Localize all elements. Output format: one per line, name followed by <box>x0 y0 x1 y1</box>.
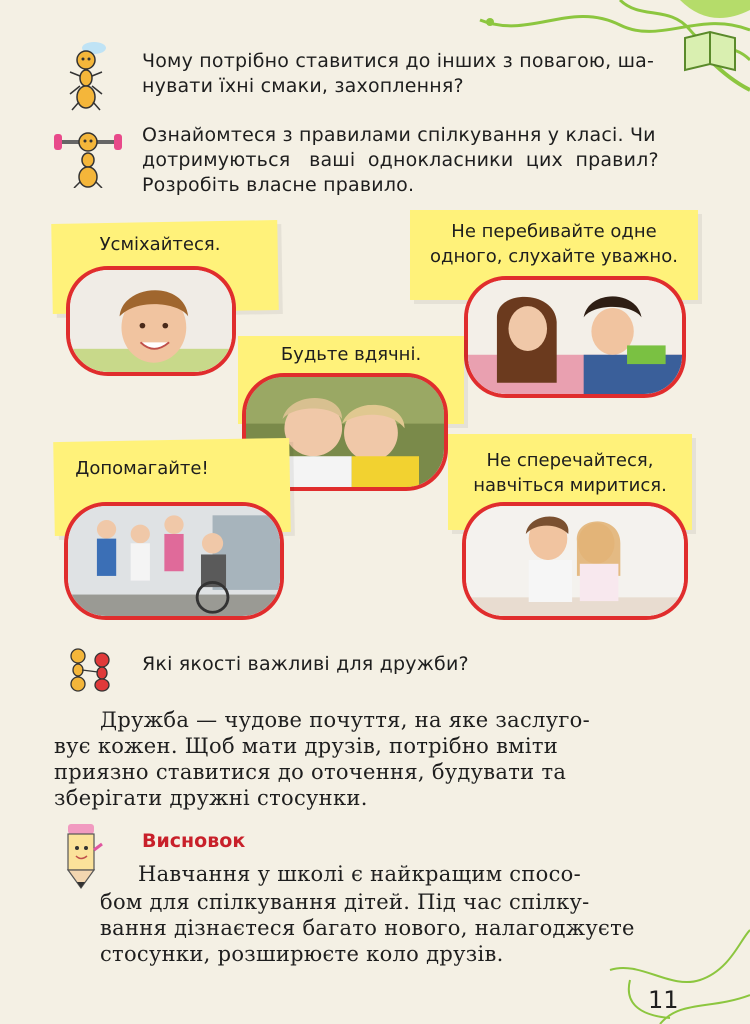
question-3: Які якості важливі для дружби? <box>142 653 469 675</box>
conclusion-line-1: Навчання у школі є найкращим спосо- <box>138 862 581 886</box>
ant-thinking-icon <box>64 42 108 112</box>
photo-children-arguing <box>462 502 688 620</box>
rule-argue-line-1: Не сперечайтеся, <box>486 450 654 471</box>
question-2-line-2: дотримуються ваші однокласники цих правил? <box>142 149 659 171</box>
question-2-line-1: Ознайомтеся з правилами спілкування у класі. Чи <box>142 124 656 146</box>
rule-argue-line-2: навчіться миритися. <box>473 475 667 496</box>
friendship-line-3: приязно ставитися до оточення, будувати та <box>54 760 567 784</box>
conclusion-heading: Висновок <box>142 830 246 852</box>
rule-listen-line-1: Не перебивайте одне <box>451 221 657 242</box>
friendship-line-2: вує кожен. Щоб мати друзів, потрібно вміти <box>54 734 559 758</box>
pencil-character-icon <box>58 820 104 890</box>
rule-help-text: Допомагайте! <box>75 458 209 479</box>
ant-strength-icon <box>52 122 124 188</box>
friendship-line-4: зберігати дружні стосунки. <box>54 786 368 810</box>
conclusion-line-3: вання дізнаєтеся багато нового, налагоджуєте <box>100 916 635 940</box>
question-1-line-1: Чому потрібно ставитися до інших з повагою, ша- <box>142 50 655 72</box>
conclusion-line-2: бом для спілкування дітей. Під час спілку- <box>100 890 590 914</box>
conclusion-line-4: стосунки, розширюєте коло друзів. <box>100 942 504 966</box>
question-2-line-3: Розробіть власне правило. <box>142 174 415 196</box>
page-number: 11 <box>648 986 679 1014</box>
rule-listen-line-2: одного, слухайте уважно. <box>430 246 678 267</box>
rule-smile-text: Усміхайтеся. <box>99 234 221 255</box>
rule-grateful-text: Будьте вдячні. <box>280 344 422 365</box>
photo-children-helping <box>64 502 284 620</box>
two-ants-icon <box>62 644 120 692</box>
friendship-line-1: Дружба — чудове почуття, на яке заслуго- <box>100 708 590 732</box>
photo-children-talking <box>464 276 686 398</box>
question-1-line-2: нувати їхні смаки, захоплення? <box>142 75 464 97</box>
photo-smiling-boy <box>66 266 236 376</box>
